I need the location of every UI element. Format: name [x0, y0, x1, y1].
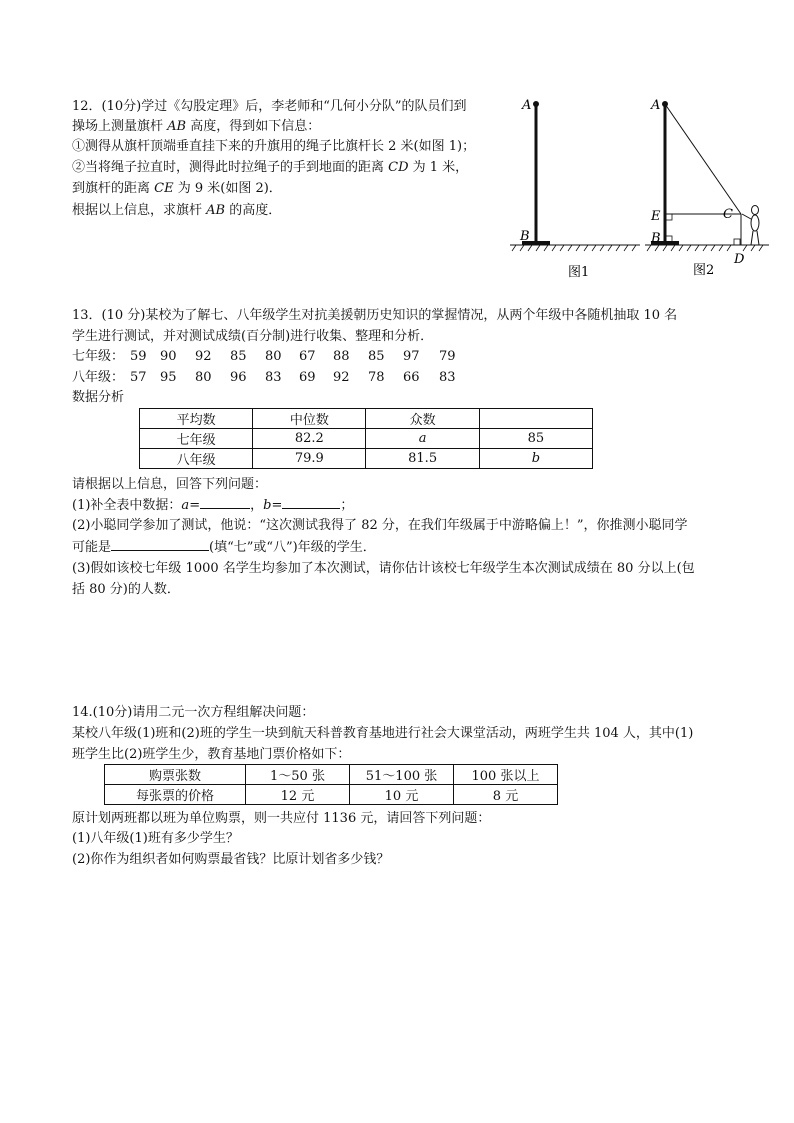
- q12-line-2: 操场上测量旗杆 AB 高度，得到如下信息：: [72, 119, 321, 134]
- q14-line-5: (1)八年级(1)班有多少学生？: [72, 831, 239, 846]
- grade7-scores: 七年级： 59 90 92 85 80 67 88 85 97 79: [72, 349, 456, 364]
- q14-line-6: (2)你作为组织者如何购票最省钱？比原计划省多少钱？: [72, 852, 390, 867]
- grade8-scores: 八年级： 57 95 80 96 83 69 92 78 66 83: [72, 370, 456, 385]
- q14-line-3: 班学生比(2)班学生少，教育基地门票价格如下：: [72, 747, 351, 762]
- q14-line-1: 14.(10分)请用二元一次方程组解决问题：: [72, 705, 315, 720]
- table-row: 每张票的价格 12 元 10 元 8 元: [105, 785, 558, 805]
- label-c: C: [723, 207, 733, 222]
- figure-2-caption: 图2: [693, 263, 715, 278]
- q13-stats-table: [139, 408, 593, 469]
- right-angle-e: [666, 214, 672, 220]
- q12-line-3: ①测得从旗杆顶端垂直挂下来的升旗用的绳子比旗杆长 2 米(如图 1)；: [72, 139, 476, 154]
- q13-part-2-line-2: 可能是 (填“七”或“八”)年级的学生．: [72, 540, 376, 555]
- q12-line-1: 12．(10分)学过《勾股定理》后，李老师和“几何小分队”的队员们到: [72, 99, 467, 114]
- table-header-row: 平均数 中位数 众数: [140, 409, 593, 429]
- answer-blank-b[interactable]: [282, 496, 340, 509]
- q13-line-1: 13．(10 分)某校为了解七、八年级学生对抗美援朝历史知识的掌握情况，从两个年级中各随机抽取 10 名: [72, 308, 678, 323]
- label-b: B: [651, 231, 661, 246]
- ground-hatching: [512, 245, 636, 251]
- answer-blank-a[interactable]: [200, 496, 250, 509]
- q13-part-3-line-1: (3)假如该校七年级 1000 名学生均参加了本次测试，请你估计该校七年级学生本次测试成绩在 80 分以上(包: [72, 561, 695, 576]
- grade7-label: 七年级：: [72, 349, 125, 364]
- figure-1: [510, 92, 645, 287]
- table-header-row: 购票张数 1～50 张 51～100 张 100 张以上: [105, 765, 558, 785]
- q14-line-4: 原计划两班都以班为单位购票，则一共应付 1136 元，请回答下列问题：: [72, 811, 491, 826]
- label-d: D: [734, 252, 745, 267]
- q13-part-1: (1)补全表中数据：a= ，b= ；: [72, 498, 354, 513]
- figure-2: [645, 92, 775, 287]
- label-a: A: [522, 98, 532, 113]
- q12-line-4: ②当将绳子拉直时，测得此时拉绳子的手到地面的距离 CD 为 1 米，: [72, 160, 469, 175]
- q13-line-2: 学生进行测试，并对测试成绩(百分制)进行收集、整理和分析．: [72, 329, 434, 344]
- point-a: [533, 101, 539, 107]
- q13-prompt: 请根据以上信息，回答下列问题：: [72, 477, 268, 492]
- q14-price-table: [104, 764, 558, 805]
- q13-part-2-line-1: (2)小聪同学参加了测试，他说：“这次测试我得了 82 分，在我们年级属于中游略偏上！”，你推测小聪同学: [72, 518, 688, 533]
- right-angle-d: [734, 239, 740, 245]
- ground-hatching: [647, 245, 763, 251]
- analysis-heading: 数据分析: [72, 390, 125, 405]
- label-b: B: [520, 229, 530, 244]
- q13-part-3-line-2: 括 80 分)的人数．: [72, 582, 180, 597]
- person-figure: [742, 206, 759, 246]
- label-a: A: [651, 98, 661, 113]
- label-e: E: [651, 209, 661, 224]
- q14-line-2: 某校八年级(1)班和(2)班的学生一块到航天科普教育基地进行社会大课堂活动，两班学生共 104 人，其中(1): [72, 726, 694, 741]
- answer-blank-grade[interactable]: [111, 538, 209, 551]
- q12-line-5: 到旗杆的距离 CE 为 9 米(如图 2)．: [72, 181, 282, 196]
- table-row: 八年级 79.9 81.5 b: [140, 449, 593, 469]
- q12-line-6: 根据以上信息，求旗杆 AB 的高度．: [72, 203, 282, 218]
- grade8-label: 八年级：: [72, 370, 125, 385]
- table-row: 七年级 82.2 a 85: [140, 429, 593, 449]
- rope-line: [665, 104, 741, 214]
- figure-1-caption: 图1: [568, 265, 590, 280]
